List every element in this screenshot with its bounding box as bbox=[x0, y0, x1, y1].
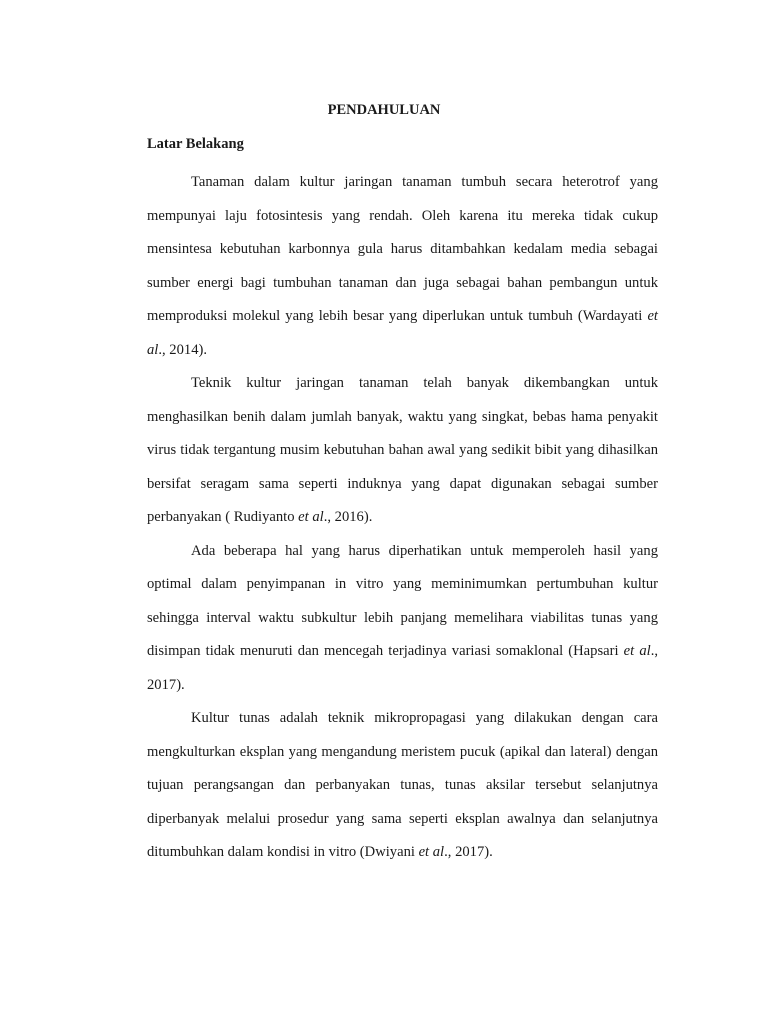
body-text bbox=[147, 166, 658, 870]
citation-tail: ., 2016). bbox=[323, 509, 373, 525]
citation-tail: ., 2017). bbox=[147, 643, 658, 693]
page-title: PENDAHULUAN bbox=[327, 102, 441, 118]
paragraph-text: Tanaman dalam kultur jaringan tanaman tumbuh secara heterotrof yang mempunyai laju fotosintesis yang rendah. Oleh karena itu mereka tidak cukup mensintesa kebutuhan karbonnya gula harus ditambahkan kedalam media sebagai sumber energi bagi tumbuhan tanaman dan juga sebagai bahan pembangun untuk memproduksi molekul yang lebih besar yang diperlukan untuk tumbuh (Wardayati bbox=[147, 174, 658, 324]
paragraph-3 bbox=[147, 535, 658, 703]
citation-italic: et al bbox=[418, 844, 445, 860]
paragraph-2 bbox=[147, 367, 658, 535]
paragraph-text: Teknik kultur jaringan tanaman telah banyak dikembangkan untuk menghasilkan benih dalam jumlah banyak, waktu yang singkat, bebas hama penyakit virus tidak tergantung musim kebutuhan bahan awal yang sedikit bibit yang dihasilkan bersifat seragam sama seperti induknya yang dapat digunakan sebagai sumber perbanyakan ( Rudiyanto bbox=[147, 375, 658, 525]
citation-italic: et al bbox=[623, 643, 651, 659]
paragraph-text: Kultur tunas adalah teknik mikropropagasi yang dilakukan dengan cara mengkulturkan eksplan yang mengandung meristem pucuk (apikal dan lateral) dengan tujuan perangsangan dan perbanyakan tunas, tunas aksilar tersebut selanjutnya diperbanyak melalui prosedur yang sama seperti eksplan awalnya dan selanjutnya ditumbuhkan dalam kondisi in vitro (Dwiyani bbox=[147, 710, 658, 860]
paragraph-4 bbox=[147, 702, 658, 870]
citation-tail: ., 2014). bbox=[158, 341, 208, 358]
paragraph-1 bbox=[147, 166, 658, 367]
citation-italic: et al bbox=[147, 308, 658, 358]
paragraph-text: Ada beberapa hal yang harus diperhatikan untuk memperoleh hasil yang optimal dalam penyimpanan in vitro yang meminimumkan pertumbuhan kultur sehingga interval waktu subkultur lebih panjang memelihara viabilitas tunas yang disimpan tidak menuruti dan mencegah terjadinya variasi somaklonal (Hapsari bbox=[147, 542, 658, 659]
section-heading: Latar Belakang bbox=[147, 136, 244, 152]
citation-tail: ., 2017). bbox=[444, 844, 493, 860]
citation-italic: et al bbox=[298, 509, 324, 525]
